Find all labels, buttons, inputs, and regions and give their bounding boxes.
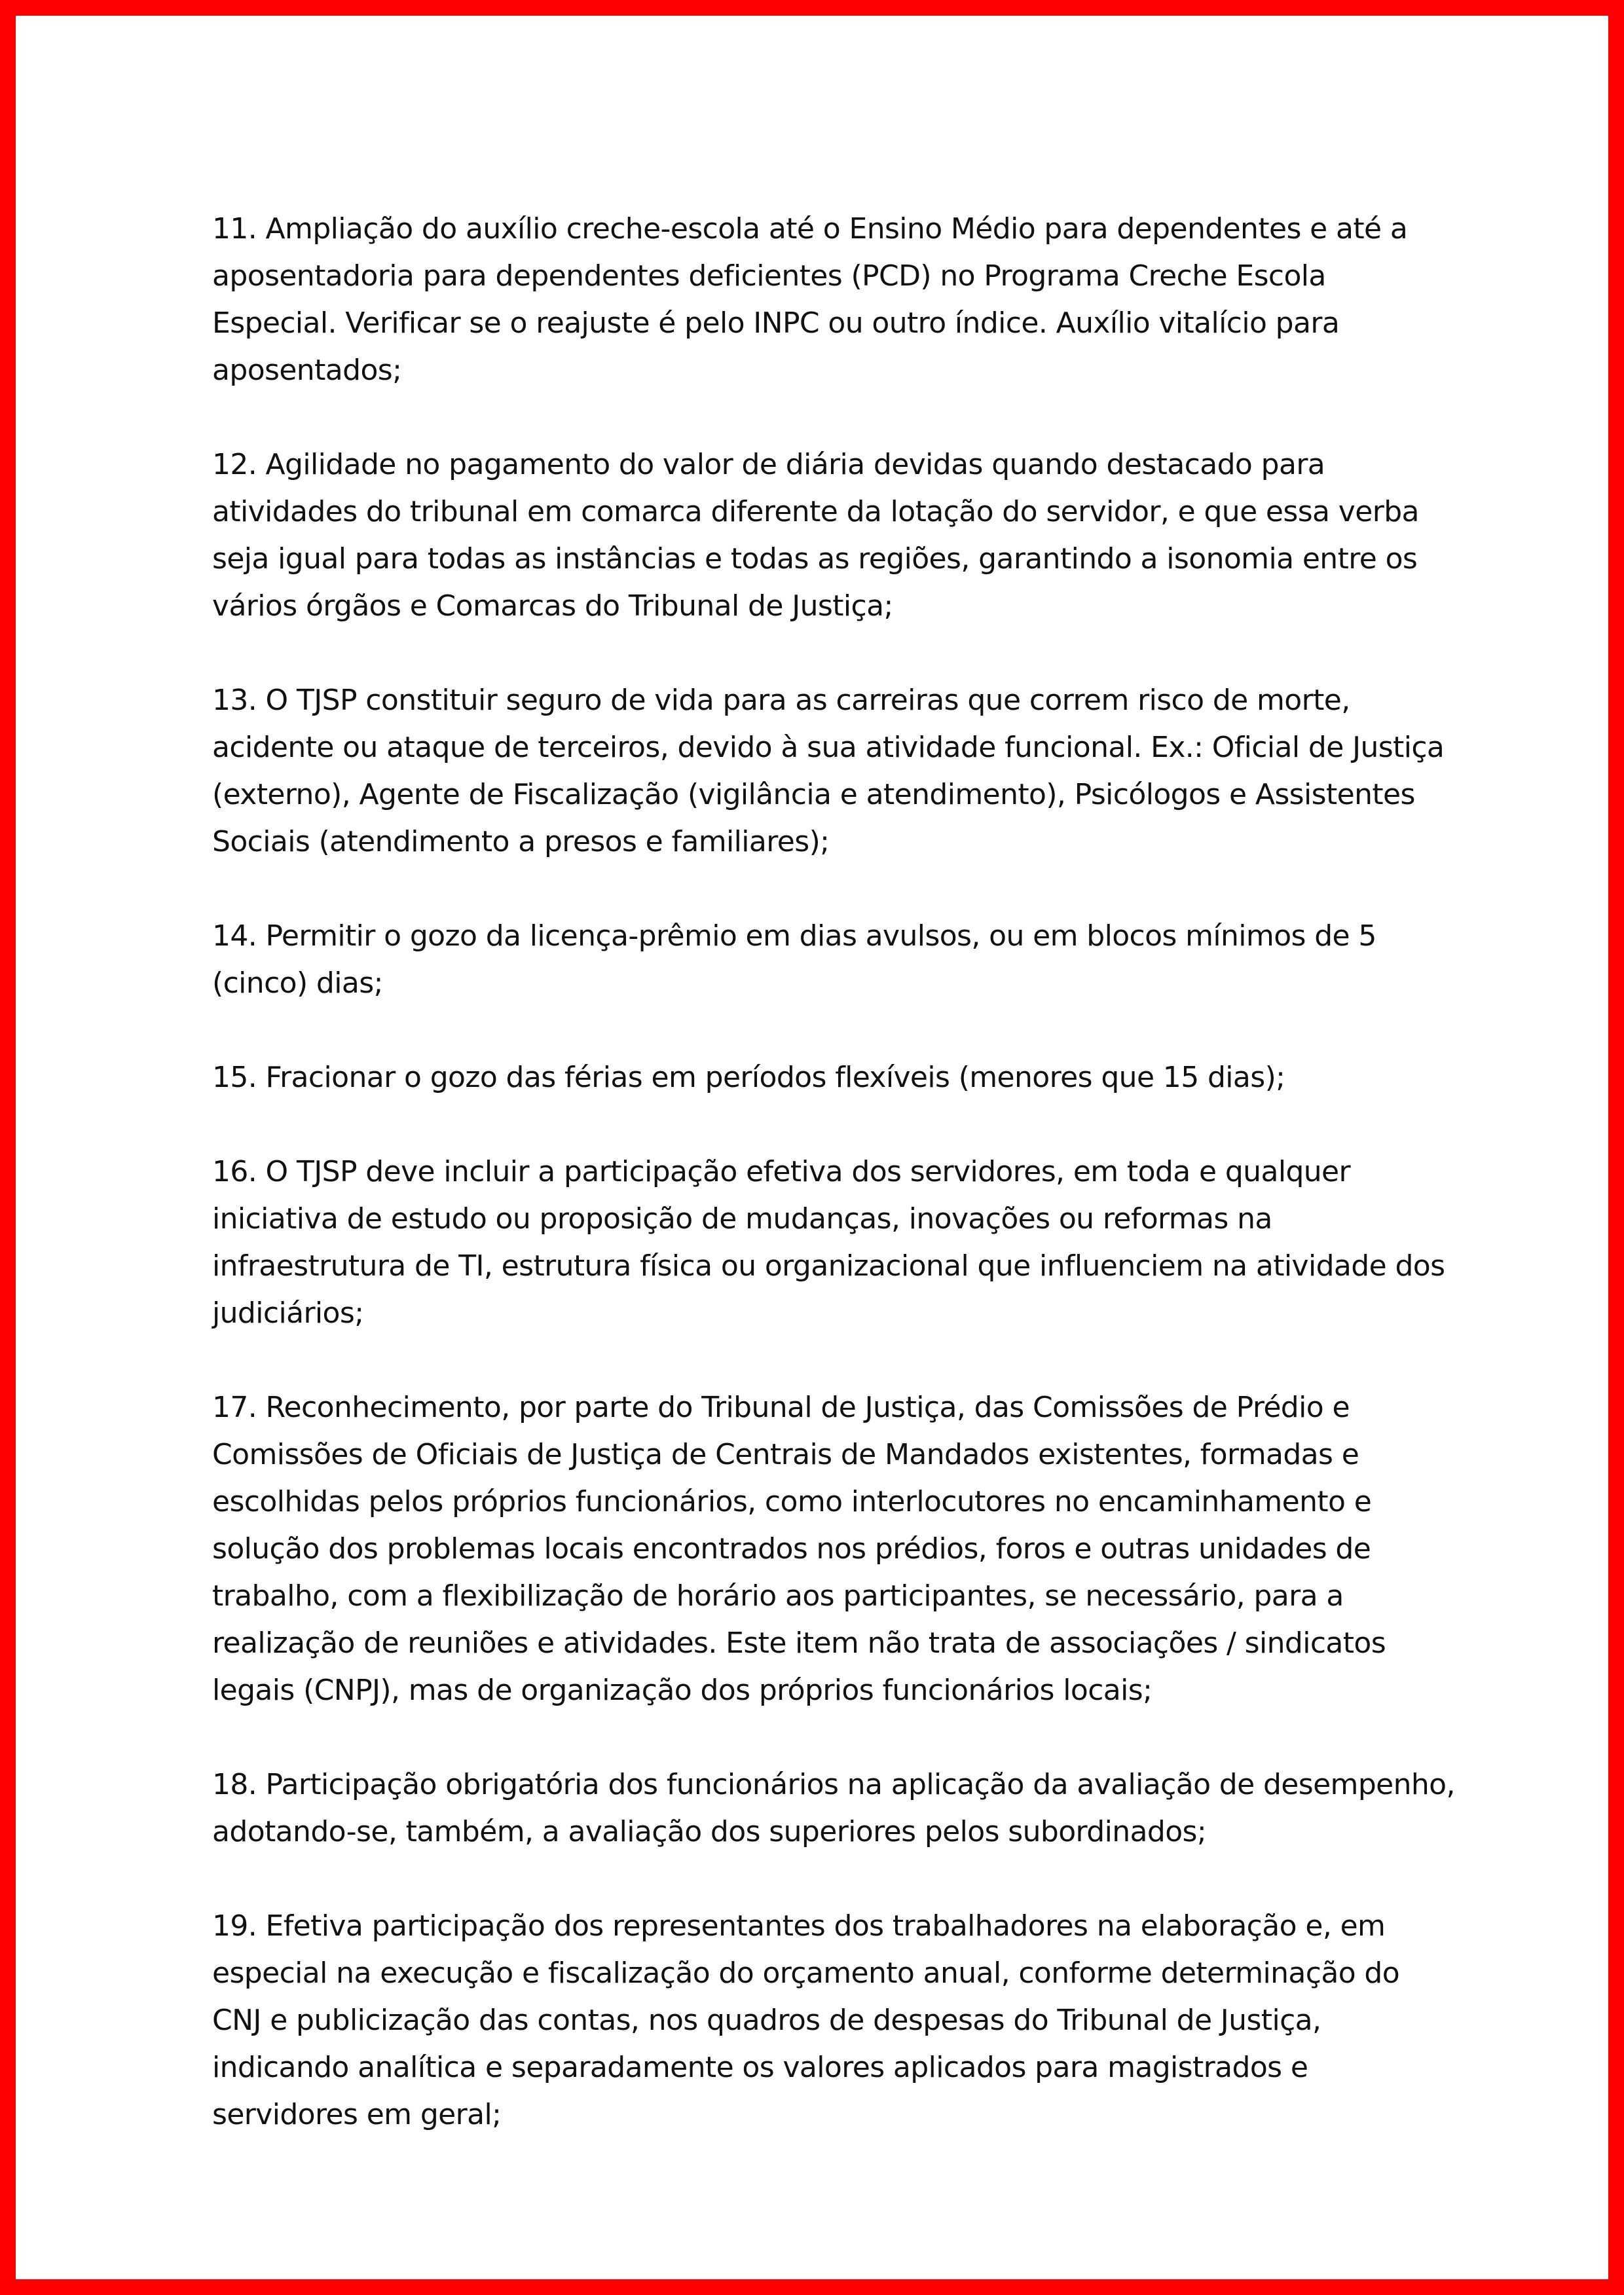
list-item-12: 12. Agilidade no pagamento do valor de diária devidas quando destacado para atividades do tribunal em comarca diferente da lotação do servidor, e que essa verba seja igual para todas as instâncias e todas as regiões, garantindo a isonomia entre os vários órgãos e Comarcas do Tribunal de Justiça; — [212, 448, 1419, 623]
list-item-15: 15. Fracionar o gozo das férias em períodos flexíveis (menores que 15 dias); — [212, 1061, 1285, 1094]
document-body — [212, 206, 1456, 2139]
list-item-16: 16. O TJSP deve incluir a participação efetiva dos servidores, em toda e qualquer iniciativa de estudo ou proposição de mudanças, inovações ou reformas na infraestrutura de TI, estrutura física ou organizacional que influenciem na atividade dos judiciários; — [212, 1155, 1445, 1330]
list-item-17: 17. Reconhecimento, por parte do Tribunal de Justiça, das Comissões de Prédio e Comissões de Oficiais de Justiça de Centrais de Mandados existentes, formadas e escolhidas pelos próprios funcionários, como interlocutores no encaminhamento e solução dos problemas locais encontrados nos prédios, foros e outras unidades de trabalho, com a flexibilização de horário aos participantes, se necessário, para a realização de reuniões e atividades. Este item não trata de associações / sindicatos legais (CNPJ), mas de organização dos próprios funcionários locais; — [212, 1391, 1386, 1707]
list-item-14: 14. Permitir o gozo da licença-prêmio em dias avulsos, ou em blocos mínimos de 5 (cinco) dias; — [212, 919, 1376, 1000]
list-item-11: 11. Ampliação do auxílio creche-escola até o Ensino Médio para dependentes e até a aposentadoria para dependentes deficientes (PCD) no Programa Creche Escola Especial. Verificar se o reajuste é pelo INPC ou outro índice. Auxílio vitalício para aposentados; — [212, 212, 1408, 387]
list-item-19: 19. Efetiva participação dos representantes dos trabalhadores na elaboração e, em especial na execução e fiscalização do orçamento anual, conforme determinação do CNJ e publicização das contas, nos quadros de despesas do Tribunal de Justiça, indicando analítica e separadamente os valores aplicados para magistrados e servidores em geral; — [212, 1909, 1400, 2131]
list-item-13: 13. O TJSP constituir seguro de vida para as carreiras que correm risco de morte, acidente ou ataque de terceiros, devido à sua atividade funcional. Ex.: Oficial de Justiça (externo), Agente de Fiscalização (vigilância e atendimento), Psicólogos e Assistentes Sociais (atendimento a presos e familiares); — [212, 684, 1445, 858]
list-item-18: 18. Participação obrigatória dos funcionários na aplicação da avaliação de desempenho, adotando-se, também, a avaliação dos superiores pelos subordinados; — [212, 1768, 1455, 1848]
